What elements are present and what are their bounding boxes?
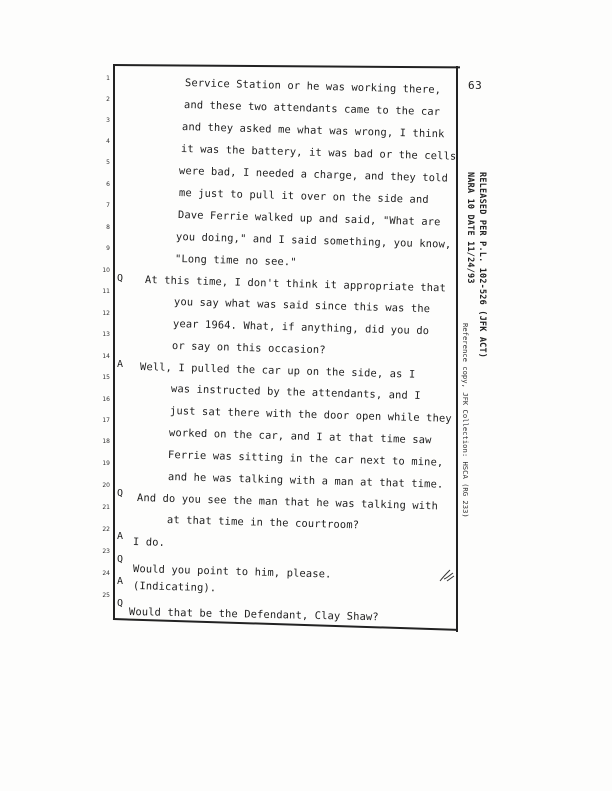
line-number: 4 [106, 138, 110, 145]
transcript-line: you doing," and I said something, you know, [175, 231, 452, 251]
line-number: 23 [102, 548, 110, 555]
line-number: 21 [102, 504, 110, 511]
transcript-line: it was the battery, it was bad or the cells [180, 143, 457, 163]
speaker-label: Q [117, 273, 124, 284]
transcript-line: and these two attendants came to the car [183, 99, 441, 119]
transcript-line: (Indicating). [132, 580, 217, 595]
line-number: 9 [106, 245, 110, 252]
line-number: 3 [106, 117, 110, 124]
line-number: 19 [102, 460, 110, 467]
collection-reference-note: Reference copy, JFK Collection: HSCA (RG 233) [461, 323, 470, 518]
line-number: 2 [106, 96, 110, 103]
transcript-line: "Long time no see." [174, 253, 297, 269]
frame-left-rule [113, 66, 115, 619]
line-number: 17 [102, 417, 110, 424]
handwritten-initials [438, 566, 456, 584]
line-number: 8 [106, 224, 110, 231]
line-number: 15 [102, 374, 110, 381]
transcript-line: was instructed by the attendants, and I [170, 383, 421, 402]
speaker-label: A [117, 359, 124, 370]
line-number: 1 [106, 75, 110, 82]
transcript-line: Would you point to him, please. [132, 563, 332, 581]
release-stamp-line: NARA 10 DATE 11/24/93 [465, 172, 475, 284]
line-number: 5 [106, 159, 110, 166]
transcript-line: at that time in the courtroom? [166, 514, 360, 532]
transcript-line: and they asked me what was wrong, I think [181, 121, 445, 141]
transcript-line: just sat there with the door open while they [169, 405, 452, 425]
transcript-line: Service Station or he was working there, [184, 77, 442, 97]
transcript-line: Ferrie was sitting in the car next to mine, [167, 449, 444, 469]
line-number: 14 [102, 353, 110, 360]
line-number: 7 [106, 202, 110, 209]
line-number: 16 [102, 396, 110, 403]
transcript-line: were bad, I needed a charge, and they told [178, 165, 449, 185]
transcript-line: and he was talking with a man at that time. [167, 471, 444, 491]
transcript-line: I do. [132, 536, 166, 549]
speaker-label: Q [117, 554, 124, 565]
line-number: 22 [102, 526, 110, 533]
line-number: 13 [102, 331, 110, 338]
transcript-line: Would that be the Defendant, Clay Shaw? [128, 606, 379, 624]
line-number: 11 [102, 288, 110, 295]
speaker-label: A [117, 531, 124, 542]
transcript-line: worked on the car, and I at that time saw [168, 427, 432, 447]
line-number: 20 [102, 482, 110, 489]
line-number: 10 [102, 267, 110, 274]
line-number: 12 [102, 310, 110, 317]
line-number: 6 [106, 181, 110, 188]
transcript-line: me just to pull it over on the side and [178, 187, 429, 206]
line-number: 18 [102, 438, 110, 445]
speaker-label: A [117, 576, 124, 587]
transcript-line: or say on this occasion? [171, 340, 326, 357]
line-number: 24 [102, 570, 110, 577]
transcript-line: At this time, I don't think it appropriate that [144, 274, 447, 295]
speaker-label: Q [117, 488, 124, 499]
speaker-label: Q [117, 598, 124, 609]
page-number: 63 [468, 79, 483, 92]
transcript-line: year 1964. What, if anything, did you do [172, 318, 430, 338]
transcript-line: Dave Ferrie walked up and said, "What are [177, 209, 441, 229]
line-number: 25 [102, 592, 110, 599]
transcript-line: Well, I pulled the car up on the side, as I [139, 361, 416, 381]
transcript-line: And do you see the man that he was talking with [136, 492, 439, 513]
frame-top-rule [113, 64, 460, 68]
transcript-line: you say what was said since this was the [173, 296, 431, 316]
release-stamp-line: RELEASED PER P.L. 102-526 (JFK ACT) [477, 172, 487, 359]
